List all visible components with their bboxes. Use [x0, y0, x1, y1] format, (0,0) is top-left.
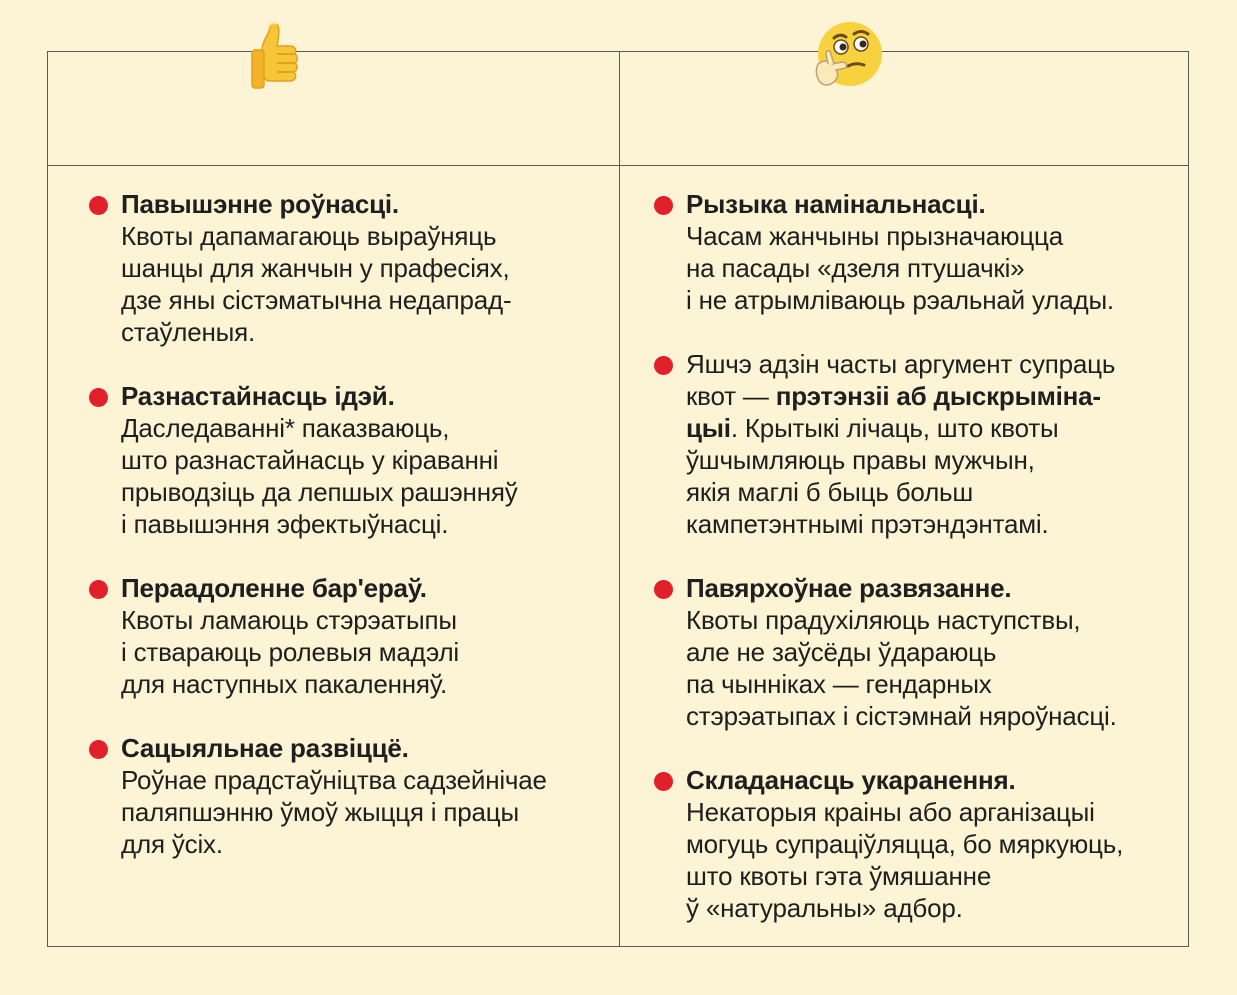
item-title: Павышэнне роўнасці.: [121, 189, 399, 219]
cons-item-superficial: [686, 572, 1176, 732]
item-text: Некаторыя краіны або арганізацыі: [686, 797, 1095, 827]
item-text-emphasis: цыі: [686, 413, 731, 443]
item-text: па чынніках — гендарных: [686, 669, 992, 699]
item-text: але не заўсёды ўдараюць: [686, 637, 997, 667]
item-text: Даследаванні* паказваюць,: [121, 413, 450, 443]
item-text: [686, 412, 1176, 444]
item-text: Роўнае прадстаўніцтва садзейнічае: [121, 765, 547, 795]
item-title: Разнастайнасць ідэй.: [121, 381, 395, 411]
cons-item-nominal: [686, 188, 1176, 316]
item-text: стэрэатыпах і сістэмнай няроўнасці.: [686, 701, 1117, 731]
item-text-part: квот —: [686, 381, 776, 411]
item-text: і ствараюць ролевыя мадэлі: [121, 637, 459, 667]
item-text-part: . Крытыкі лічаць, што квоты: [730, 413, 1059, 443]
item-text: ў «натуральны» адбор.: [686, 893, 963, 923]
item-text: кампетэнтнымі прэтэндэнтамі.: [686, 509, 1049, 539]
item-title: Сацыяльнае развіццё.: [121, 733, 409, 763]
item-text: могуць супраціўляцца, бо мяркуюць,: [686, 829, 1124, 859]
bullet-icon: [654, 196, 673, 215]
cons-item-discrimination: [686, 348, 1176, 540]
pros-item-diversity: [121, 380, 591, 540]
thinking-face-icon: [812, 20, 882, 94]
item-title: Пераадоленне бар'ераў.: [121, 573, 427, 603]
thumbs-up-icon: [250, 20, 302, 94]
bullet-icon: [89, 388, 108, 407]
bullet-icon: [89, 580, 108, 599]
bullet-icon: [654, 356, 673, 375]
item-text: што разнастайнасць у кіраванні: [121, 445, 499, 475]
item-text: на пасады «дзеля птушачкі»: [686, 253, 1025, 283]
item-title: Павярхоўнае развязанне.: [686, 573, 1012, 603]
cons-item-implementation: [686, 764, 1176, 924]
pros-column: [121, 188, 591, 892]
header-divider: [48, 165, 1188, 166]
item-text: для ўсіх.: [121, 829, 223, 859]
bullet-icon: [89, 196, 108, 215]
item-text: паляпшэнню ўмоў жыцця і працы: [121, 797, 519, 827]
item-text: і павышэння эфектыўнасці.: [121, 509, 449, 539]
item-title: Рызыка намінальнасці.: [686, 189, 986, 219]
item-text: Квоты ламаюць стэрэатыпы: [121, 605, 457, 635]
item-text: стаўленыя.: [121, 317, 256, 347]
item-text: шанцы для жанчын у прафесіях,: [121, 253, 510, 283]
cons-column: [686, 188, 1176, 956]
item-text: што квоты гэта ўмяшанне: [686, 861, 992, 891]
item-text: Квоты дапамагаюць выраўняць: [121, 221, 497, 251]
bullet-icon: [89, 740, 108, 759]
pros-item-social: [121, 732, 591, 860]
item-text: Яшчэ адзін часты аргумент супраць: [686, 349, 1116, 379]
item-text: і не атрымліваюць рэальнай улады.: [686, 285, 1114, 315]
item-text-emphasis: прэтэнзіі аб дыскрыміна-: [775, 381, 1101, 411]
pros-item-barriers: [121, 572, 591, 700]
item-text: [686, 380, 1176, 412]
item-text: Квоты прадухіляюць наступствы,: [686, 605, 1081, 635]
bullet-icon: [654, 772, 673, 791]
item-text: ўшчымляюць правы мужчын,: [686, 445, 1035, 475]
bullet-icon: [654, 580, 673, 599]
item-text: для наступных пакаленняў.: [121, 669, 448, 699]
item-text: прыводзіць да лепшых рашэнняў: [121, 477, 518, 507]
item-text: дзе яны сістэматычна недапрад-: [121, 285, 512, 315]
item-text: якія маглі б быць больш: [686, 477, 974, 507]
item-text: Часам жанчыны прызначаюцца: [686, 221, 1064, 251]
column-divider: [619, 52, 620, 946]
item-title: Складанасць укаранення.: [686, 765, 1016, 795]
pros-item-equality: [121, 188, 591, 348]
